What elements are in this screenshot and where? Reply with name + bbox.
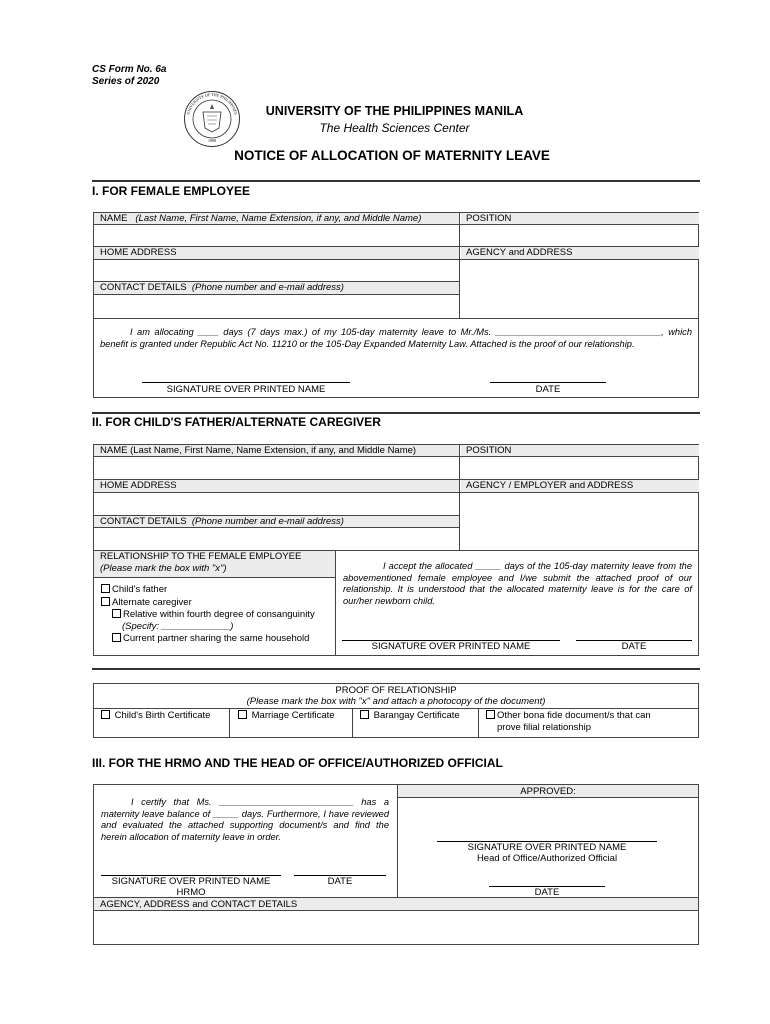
form-series: Series of 2020 bbox=[92, 76, 160, 87]
s1-name-label: NAME (Last Name, First Name, Name Extension, if any, and Middle Name) bbox=[100, 213, 422, 224]
s2-contact-field[interactable] bbox=[94, 528, 458, 549]
section-divider bbox=[92, 180, 700, 182]
s2-position-field[interactable] bbox=[460, 457, 698, 478]
section1-heading: I. FOR FEMALE EMPLOYEE bbox=[92, 184, 251, 198]
s2-statement: I accept the allocated _____ days of the 105-day maternity leave from the abovementioned female employee and I/we submit the attached proof of our relationship. It is understood that the allocated maternity leave is for the care of our/her newborn child. bbox=[343, 561, 692, 606]
head-signature-label: SIGNATURE OVER PRINTED NAME bbox=[467, 842, 627, 853]
option-relative[interactable]: Relative within fourth degree of consanguinity bbox=[112, 609, 315, 620]
s1-position-field[interactable] bbox=[460, 225, 698, 245]
proof-birth-certificate[interactable]: Child's Birth Certificate bbox=[101, 710, 210, 721]
s2-contact-label: CONTACT DETAILS (Phone number and e-mail address) bbox=[100, 516, 344, 527]
s3-agency-label: AGENCY, ADDRESS and CONTACT DETAILS bbox=[100, 899, 298, 910]
s2-home-field[interactable] bbox=[94, 493, 458, 514]
checkbox-icon[interactable] bbox=[112, 609, 121, 618]
checkbox-icon[interactable] bbox=[101, 710, 110, 719]
s2-name-label: NAME (Last Name, First Name, Name Extension, if any, and Middle Name) bbox=[100, 445, 417, 456]
s2-name-field[interactable] bbox=[94, 457, 458, 478]
s1-contact-field[interactable] bbox=[94, 295, 458, 317]
hrmo-signature-label: SIGNATURE OVER PRINTED NAME bbox=[111, 876, 271, 887]
section-divider bbox=[92, 668, 700, 670]
s1-agency-label: AGENCY and ADDRESS bbox=[466, 247, 573, 258]
s2-agency-field[interactable] bbox=[460, 493, 698, 549]
proof-title: PROOF OF RELATIONSHIP bbox=[335, 685, 457, 696]
proof-hint: (Please mark the box with "x" and attach a photocopy of the document) bbox=[246, 696, 546, 707]
section3-heading: III. FOR THE HRMO AND THE HEAD OF OFFICE/AUTHORIZED OFFICIAL bbox=[92, 756, 503, 770]
checkbox-icon[interactable] bbox=[486, 710, 495, 719]
hrmo-date-label: DATE bbox=[327, 876, 353, 887]
option-specify: (Specify: _____________) bbox=[122, 621, 234, 632]
s2-relationship-hint: (Please mark the box with "x") bbox=[100, 563, 227, 574]
checkbox-icon[interactable] bbox=[238, 710, 247, 719]
checkbox-icon[interactable] bbox=[360, 710, 369, 719]
s1-position-label: POSITION bbox=[466, 213, 512, 224]
s2-position-label: POSITION bbox=[466, 445, 512, 456]
proof-other-document-cont: prove filial relationship bbox=[497, 722, 591, 733]
university-name: UNIVERSITY OF THE PHILIPPINES MANILA bbox=[265, 104, 524, 118]
s1-contact-label: CONTACT DETAILS (Phone number and e-mail address) bbox=[100, 282, 344, 293]
s2-agency-label: AGENCY / EMPLOYER and ADDRESS bbox=[466, 480, 634, 491]
s1-date-label: DATE bbox=[535, 384, 561, 395]
hrmo-certification: I certify that Ms. __________________________ has a maternity leave balance of _____ days. Furthermore, I have reviewed and evaluated the attached supporting document/s and find the herein allocation of maternity leave in order. bbox=[101, 797, 389, 842]
page-title: NOTICE OF ALLOCATION OF MATERNITY LEAVE bbox=[234, 148, 550, 163]
s2-date-label: DATE bbox=[621, 641, 647, 652]
seal-year: 1908 bbox=[208, 138, 216, 143]
s2-home-label: HOME ADDRESS bbox=[100, 480, 177, 491]
s1-home-label: HOME ADDRESS bbox=[100, 247, 177, 258]
proof-barangay-certificate[interactable]: Barangay Certificate bbox=[360, 710, 460, 721]
proof-other-document[interactable]: Other bona fide document/s that can bbox=[486, 710, 651, 721]
head-date-label: DATE bbox=[534, 887, 560, 898]
university-seal-icon bbox=[183, 90, 241, 148]
seal-text: UNIVERSITY OF THE PHILIPPINES bbox=[185, 91, 239, 116]
s1-statement: I am allocating ____ days (7 days max.) of my 105-day maternity leave to Mr./Ms. ________________________________, which benefit is granted under Republic Act No. 11210 or the 105-Day Expanded Maternity Law. Attached is the proof of our relationship. bbox=[100, 327, 692, 349]
s1-signature-label: SIGNATURE OVER PRINTED NAME bbox=[166, 384, 326, 395]
s2-relationship-label: RELATIONSHIP TO THE FEMALE EMPLOYEE bbox=[100, 551, 302, 562]
s1-agency-field[interactable] bbox=[460, 260, 698, 317]
s3-agency-field[interactable] bbox=[94, 911, 698, 944]
s2-signature-label: SIGNATURE OVER PRINTED NAME bbox=[371, 641, 531, 652]
s1-home-field[interactable] bbox=[94, 260, 458, 280]
proof-marriage-certificate[interactable]: Marriage Certificate bbox=[238, 710, 335, 721]
option-childs-father[interactable]: Child's father bbox=[101, 584, 167, 595]
section2-heading: II. FOR CHILD'S FATHER/ALTERNATE CAREGIVER bbox=[92, 415, 381, 429]
checkbox-icon[interactable] bbox=[101, 597, 110, 606]
head-title: Head of Office/Authorized Official bbox=[476, 853, 618, 864]
university-subtitle: The Health Sciences Center bbox=[319, 121, 470, 135]
hrmo-label: HRMO bbox=[176, 887, 206, 898]
option-current-partner[interactable]: Current partner sharing the same household bbox=[112, 633, 309, 644]
form-no: CS Form No. 6a bbox=[92, 64, 167, 75]
checkbox-icon[interactable] bbox=[112, 633, 121, 642]
s1-name-field[interactable] bbox=[94, 225, 458, 245]
form-number bbox=[92, 64, 166, 88]
approved-label: APPROVED: bbox=[520, 786, 576, 797]
option-alternate-caregiver[interactable]: Alternate caregiver bbox=[101, 597, 192, 608]
checkbox-icon[interactable] bbox=[101, 584, 110, 593]
section-divider bbox=[92, 412, 700, 414]
